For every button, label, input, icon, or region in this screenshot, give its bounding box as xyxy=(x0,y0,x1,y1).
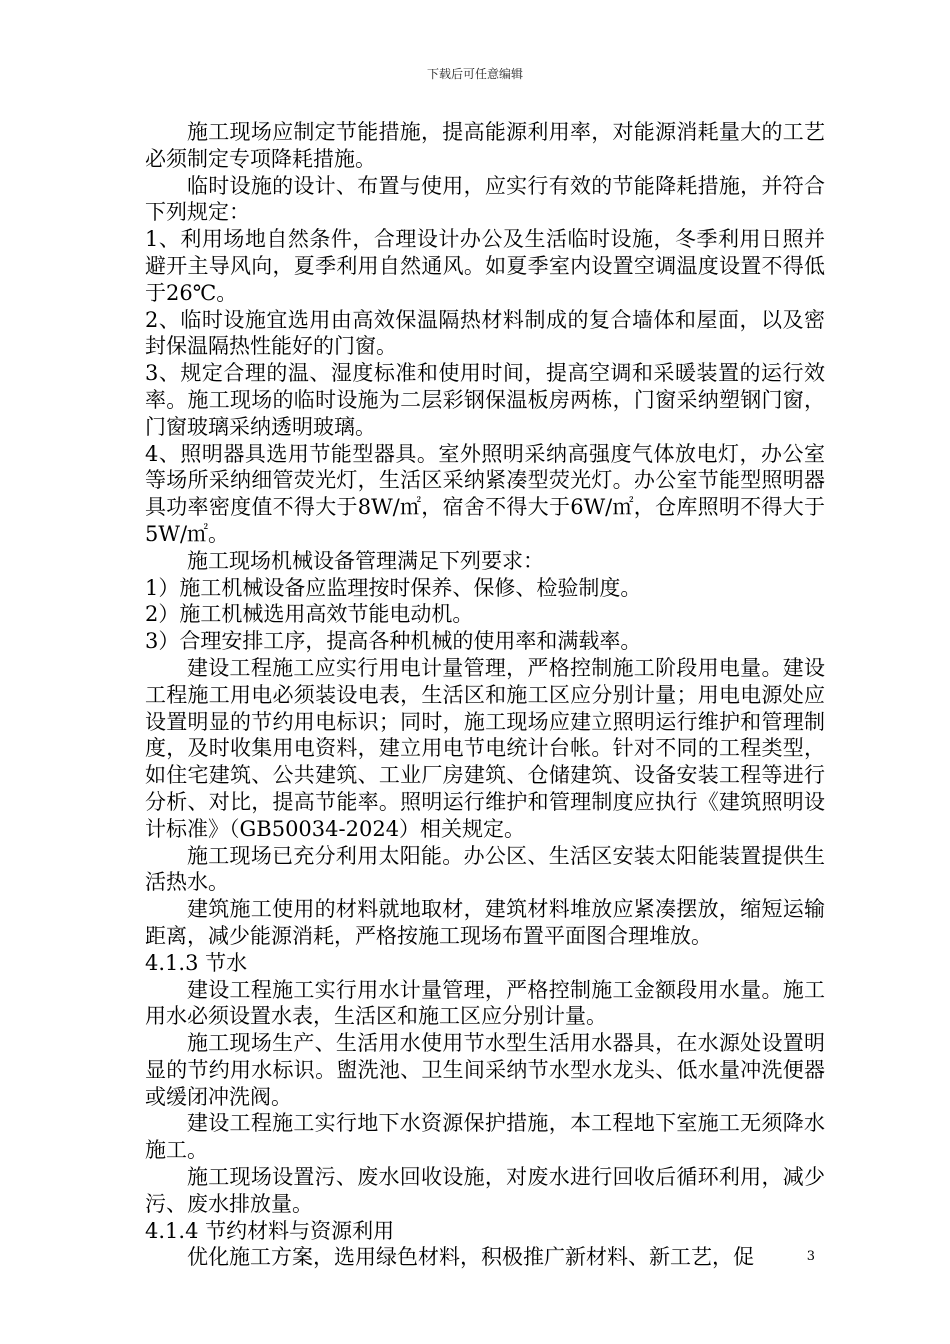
paragraph: 施工现场已充分利用太阳能。办公区、生活区安装太阳能装置提供生活热水。 xyxy=(145,843,825,895)
paragraph: 优化施工方案，选用绿色材料，积极推广新材料、新工艺，促 xyxy=(187,1245,754,1270)
list-item: 2、临时设施宜选用由高效保温隔热材料制成的复合墙体和屋面，以及密封保温隔热性能好的门窗。 xyxy=(145,307,825,359)
paragraph: 施工现场设置污、废水回收设施，对废水进行回收后循环利用，减少污、废水排放量。 xyxy=(145,1165,825,1216)
list-item: 1、利用场地自然条件，合理设计办公及生活临时设施，冬季利用日照并避开主导风向，夏季利用自然通风。如夏季室内设置空调温度设置不得低于26℃。 xyxy=(145,227,825,305)
paragraph: 建设工程施工应实行用电计量管理，严格控制施工阶段用电量。建设工程施工用电必须装设电表，生活区和施工区应分别计量；用电电源处应设置明显的节约用电标识；同时，施工现场应建立照明运行维护和管理制度，及时收集用电资料，建立用电节电统计台帐。针对不同的工程类型，如住宅建筑、公共建筑、工业厂房建筑、仓储建筑、设备安装工程等进行分析、对比，提高节能率。照明运行维护和管理制度应执行《建筑照明设计标准》（GB50034-2024）相关规定。 xyxy=(145,655,825,841)
paragraph: 施工现场应制定节能措施，提高能源利用率，对能源消耗量大的工艺必须制定专项降耗措施。 xyxy=(145,120,825,171)
list-item: 4、照明器具选用节能型器具。室外照明采纳高强度气体放电灯，办公室等场所采纳细管荧光灯，生活区采纳紧凑型荧光灯。办公室节能型照明器具功率密度值不得大于8W/㎡，宿舍不得大于6W/㎡，仓库照明不得大于5W/㎡。 xyxy=(145,441,825,546)
page-header: 下载后可任意编辑 xyxy=(426,67,523,81)
paragraph: 建设工程施工实行用水计量管理，严格控制施工金额段用水量。施工用水必须设置水表，生活区和施工区应分别计量。 xyxy=(145,977,825,1029)
paragraph: 施工现场生产、生活用水使用节水型生活用水器具，在水源处设置明显的节约用水标识。盥洗池、卫生间采纳节水型水龙头、低水量冲洗便器或缓闭冲洗阀。 xyxy=(145,1031,825,1109)
page-number: 3 xyxy=(806,1249,815,1264)
list-item: 3）合理安排工序，提高各种机械的使用率和满载率。 xyxy=(145,629,642,654)
list-item: 2）施工机械选用高效节能电动机。 xyxy=(145,602,474,627)
paragraph: 临时设施的设计、布置与使用，应实行有效的节能降耗措施，并符合下列规定： xyxy=(145,173,825,225)
paragraph: 建筑施工使用的材料就地取材，建筑材料堆放应紧凑摆放，缩短运输距离，减少能源消耗，严格按施工现场布置平面图合理堆放。 xyxy=(145,897,825,948)
list-item: 3、规定合理的温、湿度标准和使用时间，提高空调和采暖装置的运行效率。施工现场的临时设施为二层彩钢保温板房两栋，门窗采纳塑钢门窗，门窗玻璃采纳透明玻璃。 xyxy=(145,361,825,439)
paragraph: 建设工程施工实行地下水资源保护措施，本工程地下室施工无须降水施工。 xyxy=(145,1111,825,1163)
paragraph: 施工现场机械设备管理满足下列要求： xyxy=(187,548,544,573)
list-item: 1）施工机械设备应监理按时保养、保修、检验制度。 xyxy=(145,575,642,600)
section-heading: 4.1.3 节水 xyxy=(145,950,248,975)
document-body xyxy=(145,119,825,1271)
section-heading: 4.1.4 节约材料与资源利用 xyxy=(145,1218,395,1243)
